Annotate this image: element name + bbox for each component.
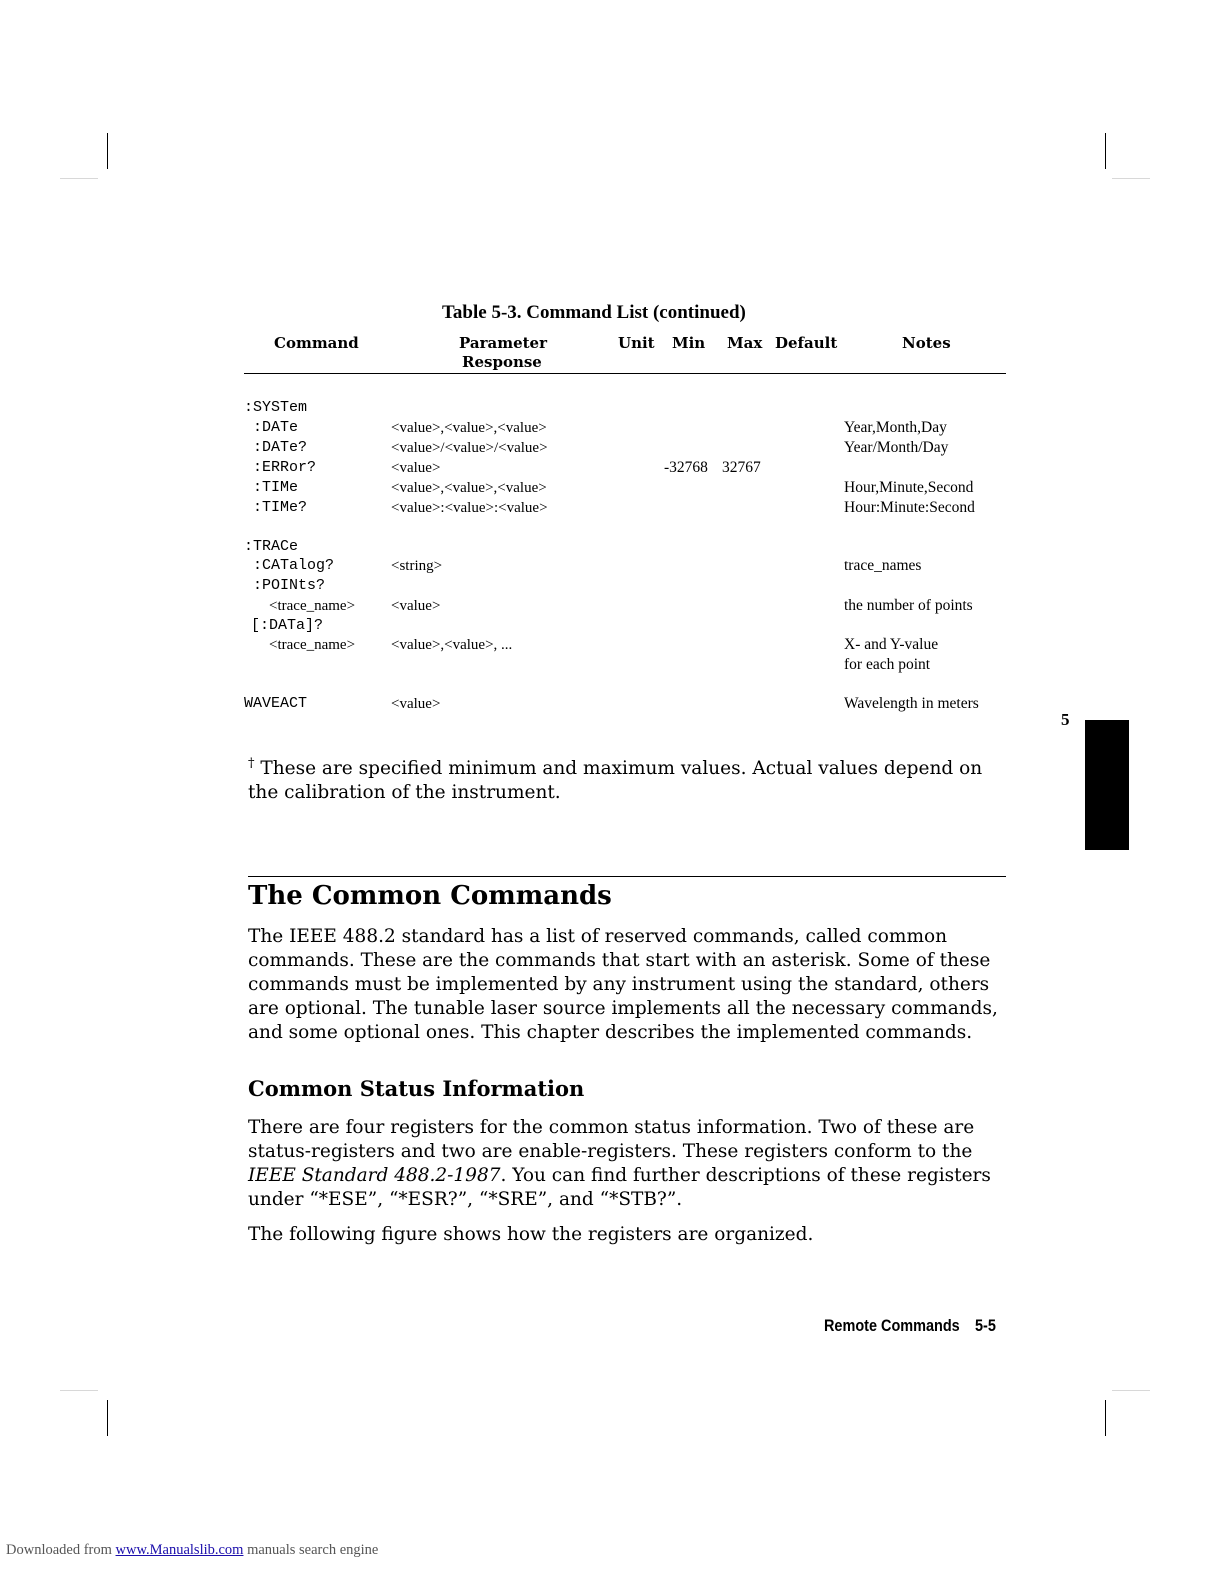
crop-mark	[1112, 178, 1150, 179]
crop-mark	[60, 1390, 98, 1391]
table-row-notes: trace_names	[844, 557, 922, 574]
intro-paragraph: The IEEE 488.2 standard has a list of reserved commands, called common commands. These are the commands that start with an asterisk. Some of these commands must be implemented by any instrument using the standard, others are optional. The tunable laser source implements all the necessary commands, and some optional ones. This chapter describes the implemented commands.	[248, 926, 998, 1043]
table-row-notes: Year,Month,Day	[844, 419, 947, 436]
table-row-command: :TRACe	[244, 538, 299, 555]
download-suffix: manuals search engine	[243, 1542, 379, 1558]
page-number: 5-5	[974, 1316, 996, 1335]
section-heading: The Common Commands	[248, 881, 612, 911]
table-row-command: :POINts?	[253, 577, 326, 594]
table-row-parameter: <value>:<value>:<value>	[391, 500, 548, 516]
footnote-text: These are specified minimum and maximum values. Actual values depend on the calibration of the instrument.	[248, 758, 983, 804]
header-notes: Notes	[902, 334, 951, 352]
crop-mark	[60, 178, 98, 179]
table-row-command: <trace_name>	[269, 598, 356, 614]
chapter-tab-bar	[1085, 720, 1129, 850]
table-row-parameter: <value>,<value>,<value>	[391, 480, 547, 496]
crop-mark	[1105, 133, 1106, 169]
table-row-parameter: <value>	[391, 696, 441, 712]
table-row-parameter: <value>/<value>/<value>	[391, 440, 548, 456]
section-rule	[248, 876, 1006, 877]
table-row-parameter: <string>	[391, 558, 443, 574]
footer-title: Remote Commands	[824, 1316, 960, 1335]
table-row-parameter: <value>	[391, 598, 441, 614]
status-text-end: . You can find further descriptions of these registers under “*ESE”, “*ESR?”, “*SRE”, and “*STB?”.	[248, 1165, 991, 1210]
download-bar	[6, 1542, 378, 1559]
table-row-command: :DATe	[253, 419, 299, 436]
header-command: Command	[274, 334, 359, 352]
table-title: Table 5-3. Command List (continued)	[442, 302, 746, 323]
table-row-command: :TIMe?	[253, 499, 308, 516]
table-row-notes: Hour:Minute:Second	[844, 499, 975, 516]
table-row-notes: Hour,Minute,Second	[844, 479, 974, 496]
header-response: Response	[462, 353, 542, 371]
crop-mark	[107, 133, 108, 169]
table-row-command: :CATalog?	[253, 557, 335, 574]
table-row-command: [:DATa]?	[251, 617, 324, 634]
header-default: Default	[775, 334, 838, 352]
table-row-min: -32768	[664, 459, 708, 476]
table-row-notes: the number of points	[844, 597, 973, 614]
table-row-max: 32767	[722, 459, 761, 476]
table-header-rule	[244, 373, 1006, 374]
chapter-tab-number: 5	[1061, 710, 1070, 729]
table-row-notes: for each point	[844, 656, 931, 673]
table-footnote	[248, 752, 998, 805]
manualslib-link[interactable]: www.Manualslib.com	[115, 1542, 244, 1558]
table-row-command: WAVEACT	[244, 695, 308, 712]
header-max: Max	[727, 334, 763, 352]
footnote-mark: †	[248, 756, 255, 771]
table-row-parameter: <value>,<value>,<value>	[391, 420, 547, 436]
table-row-command: :SYSTem	[244, 399, 308, 416]
table-row-command: :DATe?	[253, 439, 308, 456]
table-row-parameter: <value>,<value>, ...	[391, 637, 513, 653]
table-row-notes: X- and Y-value	[844, 636, 939, 653]
page-footer	[824, 1316, 996, 1336]
status-paragraph	[248, 1116, 1008, 1212]
standard-reference: IEEE Standard 488.2-1987	[248, 1165, 501, 1186]
table-row-command: :TIMe	[253, 479, 299, 496]
subsection-heading: Common Status Information	[248, 1076, 585, 1101]
header-parameter: Parameter	[459, 334, 548, 352]
header-min: Min	[672, 334, 706, 352]
table-row-command: :ERRor?	[253, 459, 317, 476]
status-text-start: There are four registers for the common status information. Two of these are status-registers and two are enable-registers. These registers conform to the	[248, 1117, 975, 1162]
crop-mark	[1105, 1400, 1106, 1436]
table-row-notes: Year/Month/Day	[844, 439, 949, 456]
table-row-notes: Wavelength in meters	[844, 695, 979, 712]
table-row-command: <trace_name>	[269, 637, 356, 653]
table-row-parameter: <value>	[391, 460, 441, 476]
crop-mark	[107, 1400, 108, 1436]
download-prefix: Downloaded from	[6, 1542, 116, 1558]
crop-mark	[1112, 1390, 1150, 1391]
figure-intro-line: The following figure shows how the registers are organized.	[248, 1224, 814, 1245]
header-unit: Unit	[618, 334, 655, 352]
